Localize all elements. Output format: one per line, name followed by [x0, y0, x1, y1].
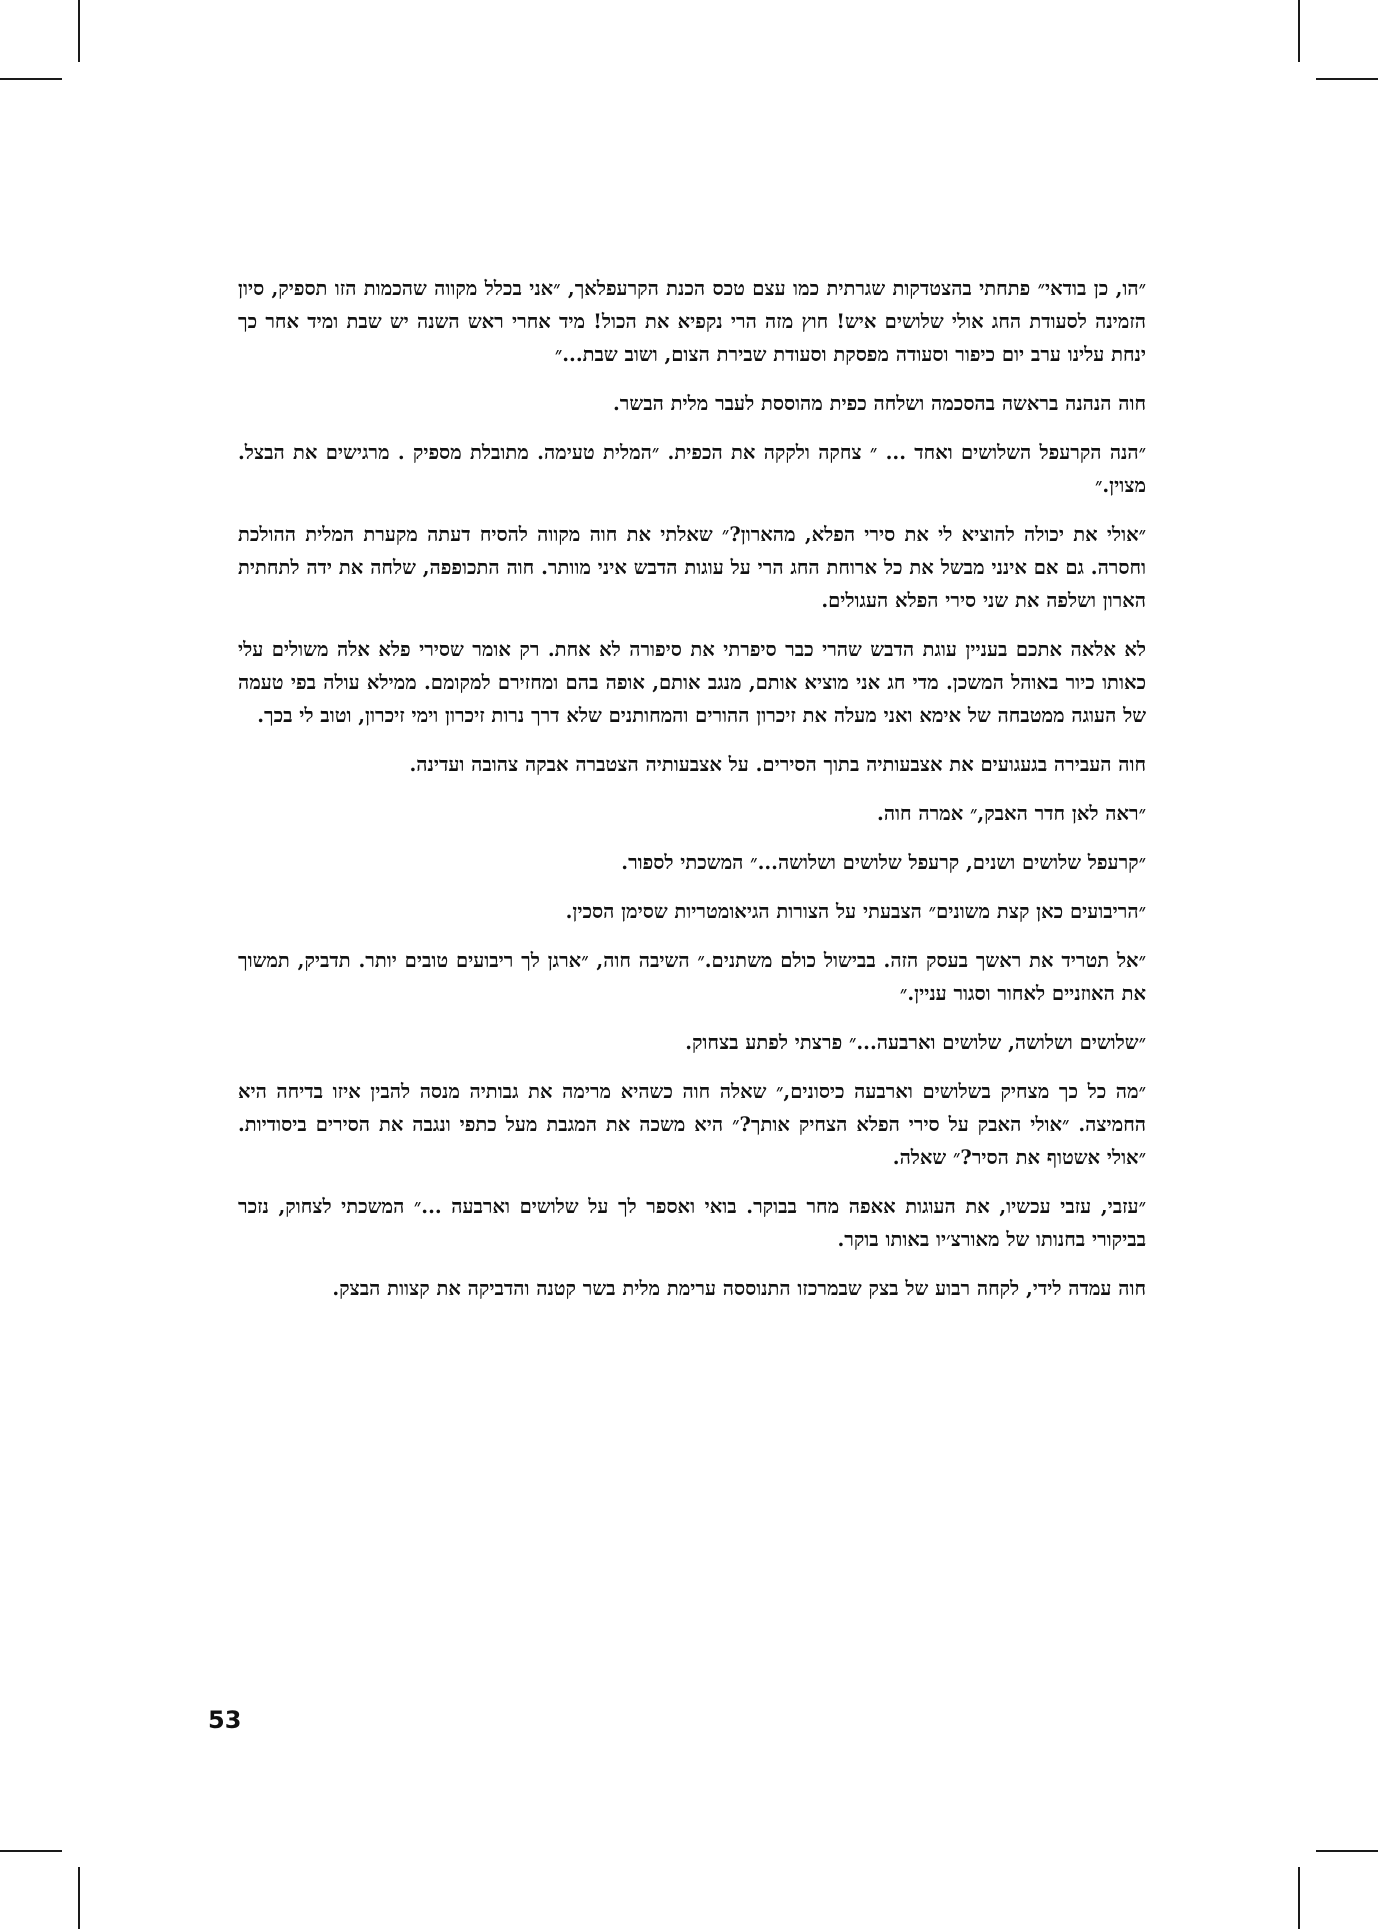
paragraph-9: ״הריבועים כאן קצת משונים״ הצבעתי על הצורות הגיאומטריות שסימן הסכין. — [565, 900, 1146, 923]
paragraph-11: ״שלושים ושלושה, שלושים וארבעה...״ פרצתי לפתע בצחוק. — [685, 1031, 1146, 1054]
crop-mark-bottom-left — [78, 1867, 80, 1929]
crop-mark-top-right-h — [1316, 78, 1378, 80]
crop-mark-bottom-left-h — [0, 1850, 62, 1852]
page-number: 53 — [208, 1706, 242, 1734]
crop-mark-bottom-right — [1298, 1867, 1300, 1929]
paragraph-2: חוה הנהנה בראשה בהסכמה ושלחה כפית מהוססת לעבר מלית הבשר. — [613, 392, 1146, 415]
paragraph-10: ״אל תטריד את ראשך בעסק הזה. בבישול כולם משתנים.״ השיבה חוה, ״ארגן לך ריבועים טובים יותר. תדביק, תמשוך את האוזניים לאחור וסגור עניין.״ — [238, 949, 1146, 1005]
crop-mark-top-left — [78, 0, 80, 62]
paragraph-5: לא אלאה אתכם בעניין עוגת הדבש שהרי כבר סיפרתי את סיפורה לא אחת. רק אומר שסירי פלא אלה משולים עלי כאותו כיור באוהל המשכן. מדי חג אני מוציא אותם, מנגב אותם, אופה בהם ומחזירם למקומם. ממילא עולה בפי טעמה של העוגה ממטבחה של אימא ואני מעלה את זיכרון ההורים והמחותנים שלא דרך נרות זיכרון וימי זיכרון, וטוב לי בכך. — [238, 638, 1146, 727]
paragraph-7: ״ראה לאן חדר האבק,״ אמרה חוה. — [877, 802, 1146, 825]
crop-mark-bottom-right-h — [1316, 1850, 1378, 1852]
crop-mark-top-right — [1298, 0, 1300, 62]
paragraph-1: ״הו, כן בודאי״ פתחתי בהצטדקות שגרתית כמו עצם טכס הכנת הקרעפלאך, ״אני בכלל מקווה שהכמות הזו תספיק, סיון הזמינה לסעודת החג אולי שלושים איש! חוץ מזה הרי נקפיא את הכול! מיד אחרי ראש השנה יש שבת ומיד אחר כך ינחת עלינו ערב יום כיפור וסעודה מפסקת וסעודת שבירת הצום, ושוב שבת...״ — [238, 277, 1146, 366]
paragraph-13: ״עזבי, עזבי עכשיו, את העוגות אאפה מחר בבוקר. בואי ואספר לך על שלושים וארבעה ...״ המשכתי לצחוק, נזכר בביקורי בחנותו של מאורצ׳יו באותו בוקר. — [238, 1195, 1146, 1251]
paragraph-6: חוה העבירה בגעגועים את אצבעותיה בתוך הסירים. על אצבעותיה הצטברה אבקה צהובה ועדינה. — [409, 753, 1146, 776]
crop-mark-top-left-h — [0, 78, 62, 80]
body-text — [238, 272, 1146, 1321]
paragraph-12: ״מה כל כך מצחיק בשלושים וארבעה כיסונים,״ שאלה חוה כשהיא מרימה את גבותיה מנסה להבין איזו בדיחה היא החמיצה. ״אולי האבק על סירי הפלא הצחיק אותך?״ היא משכה את המגבת מעל כתפי ונגבה את הסירים ביסודיות. ״אולי אשטוף את הסיר?״ שאלה. — [238, 1080, 1146, 1169]
paragraph-8: ״קרעפל שלושים ושנים, קרעפל שלושים ושלושה...״ המשכתי לספור. — [621, 851, 1146, 874]
paragraph-4: ״אולי את יכולה להוציא לי את סירי הפלא, מהארון?״ שאלתי את חוה מקווה להסיח דעתה מקערת המלית ההולכת וחסרה. גם אם אינני מבשל את כל ארוחת החג הרי על עוגות הדבש איני מוותר. חוה התכופפה, שלחה את ידה לתחתית הארון ושלפה את שני סירי הפלא העגולים. — [238, 523, 1146, 612]
paragraph-14: חוה עמדה לידי, לקחה רבוע של בצק שבמרכזו התנוססה ערימת מלית בשר קטנה והדביקה את קצוות הבצק. — [332, 1277, 1146, 1300]
paragraph-3: ״הנה הקרעפל השלושים ואחד ... ״ צחקה ולקקה את הכפית. ״המלית טעימה. מתובלת מספיק . מרגישים את הבצל. מצוין.״ — [238, 441, 1146, 497]
